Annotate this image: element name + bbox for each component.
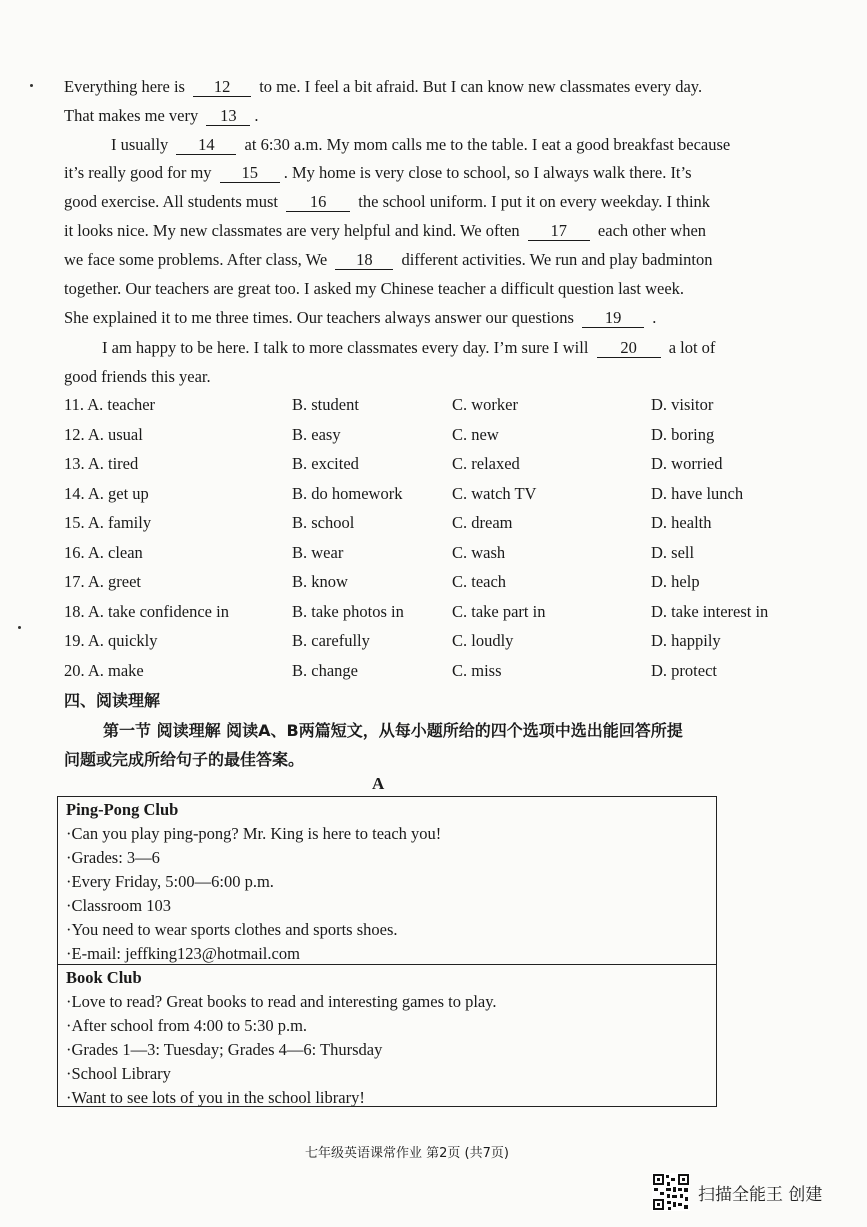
- club-detail: ·Grades 1—3: Tuesday; Grades 4—6: Thursday: [66, 1040, 383, 1059]
- option-b: B. wear: [292, 543, 344, 562]
- option-c: C. loudly: [452, 631, 514, 650]
- club-detail: ·Every Friday, 5:00—6:00 p.m.: [66, 872, 274, 891]
- option-d: D. sell: [651, 543, 695, 562]
- option-c: C. relaxed: [452, 454, 520, 473]
- question-options: [64, 571, 784, 593]
- section-instructions: 第一节 阅读理解 阅读A、B两篇短文，从每小题所给的四个选项中选出能回答所提: [103, 721, 683, 740]
- option-a: 17. A. greet: [64, 572, 141, 591]
- option-b: B. school: [292, 513, 355, 532]
- club-title: Ping-Pong Club: [66, 800, 179, 819]
- pingpong-club: [66, 798, 441, 966]
- option-a: 12. A. usual: [64, 425, 143, 444]
- option-d: D. boring: [651, 425, 715, 444]
- section-instructions-cont: 问题或完成所给句子的最佳答案。: [64, 750, 305, 769]
- question-options: [64, 601, 784, 623]
- option-b: B. change: [292, 661, 358, 680]
- option-d: D. worried: [651, 454, 723, 473]
- blank-13: 13: [206, 107, 250, 126]
- passage-letter: A: [372, 774, 385, 793]
- option-c: C. wash: [452, 543, 506, 562]
- scanner-label: 扫描全能王 创建: [698, 1184, 823, 1205]
- option-b: B. carefully: [292, 631, 370, 650]
- question-options: [64, 483, 784, 505]
- option-a: 16. A. clean: [64, 543, 143, 562]
- option-a: 18. A. take confidence in: [64, 602, 229, 621]
- option-a: 11. A. teacher: [64, 395, 156, 414]
- blank-16: 16: [286, 193, 350, 212]
- scan-speck: [30, 84, 33, 87]
- question-options: [64, 660, 784, 682]
- option-d: D. help: [651, 572, 700, 591]
- blank-19: 19: [582, 309, 644, 328]
- question-options: [64, 394, 784, 416]
- question-options: [64, 512, 784, 534]
- passage-line: Everything here is 12 to me. I feel a bit afraid. But I can know new classmates every day.: [64, 77, 703, 96]
- option-c: C. teach: [452, 572, 507, 591]
- club-divider: [58, 964, 716, 965]
- club-detail: ·Grades: 3—6: [66, 848, 160, 867]
- blank-17: 17: [528, 222, 590, 241]
- option-b: B. know: [292, 572, 348, 591]
- option-b: B. do homework: [292, 484, 403, 503]
- option-d: D. happily: [651, 631, 721, 650]
- book-club: [66, 966, 497, 1110]
- blank-15: 15: [220, 164, 280, 183]
- option-c: C. new: [452, 425, 499, 444]
- option-d: D. have lunch: [651, 484, 744, 503]
- question-options: [64, 542, 784, 564]
- option-a: 14. A. get up: [64, 484, 149, 503]
- option-d: D. visitor: [651, 395, 714, 414]
- blank-20: 20: [597, 339, 661, 358]
- blank-14: 14: [176, 136, 236, 155]
- option-c: C. take part in: [452, 602, 546, 621]
- passage-line: She explained it to me three times. Our teachers always answer our questions 19 .: [64, 308, 657, 327]
- option-c: C. dream: [452, 513, 513, 532]
- scan-speck: [18, 626, 21, 629]
- option-a: 13. A. tired: [64, 454, 139, 473]
- option-c: C. watch TV: [452, 484, 537, 503]
- question-options: [64, 630, 784, 652]
- scanner-watermark: [652, 1172, 822, 1212]
- passage-line: good friends this year.: [64, 367, 211, 386]
- section-title: 四、阅读理解: [64, 691, 161, 710]
- option-c: C. miss: [452, 661, 502, 680]
- option-c: C. worker: [452, 395, 518, 414]
- question-options: [64, 453, 784, 475]
- club-detail: ·You need to wear sports clothes and sports shoes.: [66, 920, 398, 939]
- option-a: 20. A. make: [64, 661, 144, 680]
- page-footer: 七年级英语课常作业 第2页 (共7页): [305, 1146, 509, 1161]
- club-email: ·E-mail: jeffking123@hotmail.com: [66, 944, 300, 963]
- blank-18: 18: [335, 251, 393, 270]
- club-detail: ·Classroom 103: [66, 896, 171, 915]
- passage-line: I am happy to be here. I talk to more classmates every day. I’m sure I will 20 a lot of: [102, 338, 716, 357]
- option-a: 15. A. family: [64, 513, 152, 532]
- option-b: B. excited: [292, 454, 359, 473]
- option-a: 19. A. quickly: [64, 631, 158, 650]
- passage-line: it’s really good for my 15 . My home is very close to school, so I always walk there. It’s: [64, 163, 692, 182]
- passage-line: it looks nice. My new classmates are very helpful and kind. We often 17 each other when: [64, 221, 707, 240]
- passage-line: good exercise. All students must 16 the school uniform. I put it on every weekday. I think: [64, 192, 711, 211]
- club-detail: ·Can you play ping-pong? Mr. King is here to teach you!: [66, 824, 442, 843]
- passage-line: we face some problems. After class, We 18 different activities. We run and play badminton: [64, 250, 713, 269]
- option-b: B. take photos in: [292, 602, 404, 621]
- blank-12: 12: [193, 78, 251, 97]
- passage-line: together. Our teachers are great too. I asked my Chinese teacher a difficult question last week.: [64, 279, 685, 298]
- option-d: D. protect: [651, 661, 717, 680]
- option-b: B. student: [292, 395, 359, 414]
- option-d: D. take interest in: [651, 602, 769, 621]
- club-detail: ·After school from 4:00 to 5:30 p.m.: [66, 1016, 308, 1035]
- passage-line: That makes me very 13 .: [64, 106, 259, 125]
- club-detail: ·Want to see lots of you in the school library!: [66, 1088, 365, 1107]
- passage-line: I usually 14 at 6:30 a.m. My mom calls me to the table. I eat a good breakfast because: [111, 135, 731, 154]
- option-d: D. health: [651, 513, 712, 532]
- qr-code-icon: [652, 1173, 690, 1211]
- club-title: Book Club: [66, 968, 142, 987]
- club-detail: ·School Library: [66, 1064, 171, 1083]
- option-b: B. easy: [292, 425, 341, 444]
- club-notice-box: [57, 796, 717, 1107]
- question-options: [64, 424, 784, 446]
- club-detail: ·Love to read? Great books to read and interesting games to play.: [66, 992, 497, 1011]
